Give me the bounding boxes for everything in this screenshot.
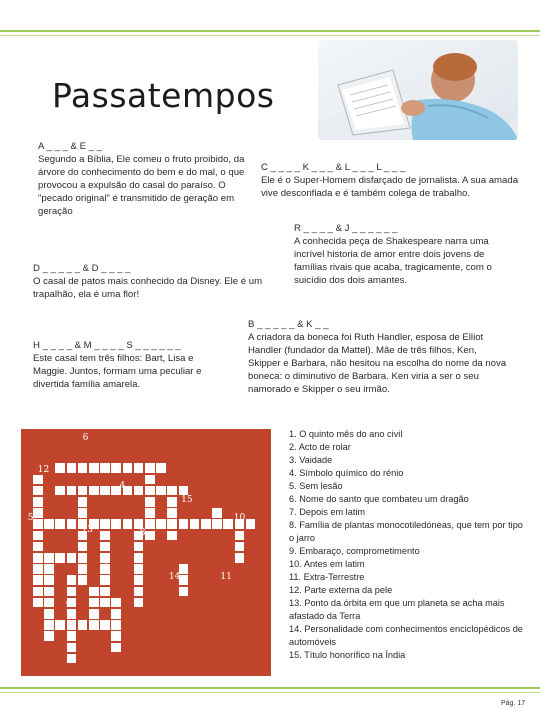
crossword-clue: 11. Extra-Terrestre: [289, 572, 365, 582]
crossword-cell[interactable]: [134, 587, 144, 597]
crossword-cell[interactable]: [134, 575, 144, 585]
crossword-cell[interactable]: [67, 587, 77, 597]
crossword-cell[interactable]: [78, 497, 88, 507]
clue-text: A criadora da boneca foi Ruth Handler, esposa de Elliot Handler (fundador da Mattel). Mãe de três filhos, Ken, Skipper e Barbara, não hesitou na escolha do nome da nova boneca: o diminutivo de Barbara. Ken viria a ser o seu namorado e Skipper o seu irmão.: [248, 332, 507, 395]
crossword-cell[interactable]: [44, 553, 54, 563]
crossword-cell[interactable]: [246, 519, 256, 529]
crossword-cell[interactable]: [33, 575, 43, 585]
crossword-cell[interactable]: [212, 508, 222, 518]
crossword-cell[interactable]: [89, 486, 99, 496]
crossword-cell[interactable]: [123, 519, 133, 529]
crossword-clue: 12. Parte externa da pele: [289, 585, 393, 595]
reading-child-photo: [318, 40, 518, 140]
crossword-clue: 10. Antes em latim: [289, 559, 365, 569]
crossword-number: 6: [82, 433, 89, 444]
clue-barbie-ken: [248, 318, 508, 396]
crossword-cell[interactable]: [78, 463, 88, 473]
crossword-cell[interactable]: [67, 631, 77, 641]
clue-text: O casal de patos mais conhecido da Disney. Ele é um trapalhão, ela é uma flor!: [33, 276, 263, 300]
page-number: Pág. 17: [501, 700, 526, 707]
crossword-cell[interactable]: [134, 553, 144, 563]
crossword-cell[interactable]: [44, 575, 54, 585]
crossword-clue: 7. Depois em latim: [289, 507, 366, 517]
crossword-cell[interactable]: [33, 531, 43, 541]
crossword-cell[interactable]: [111, 643, 121, 653]
crossword-cell[interactable]: [167, 519, 177, 529]
crossword-cell[interactable]: [89, 620, 99, 630]
crossword-cell[interactable]: [33, 564, 43, 574]
crossword-cell[interactable]: [33, 519, 43, 529]
crossword-cell[interactable]: [78, 575, 88, 585]
clue-text: A conhecida peça de Shakespeare narra uma incrível historia de amor entre dois jovens de famílias rivais que acaba, tragicamente, com o suicídio dos dois amantes.: [294, 236, 492, 286]
crossword-number: 14: [168, 572, 181, 583]
crossword-cell[interactable]: [145, 475, 155, 485]
crossword-cell[interactable]: [179, 486, 189, 496]
crossword-cell[interactable]: [223, 519, 233, 529]
crossword-cell[interactable]: [145, 519, 155, 529]
crossword-number: 12: [37, 464, 50, 475]
crossword-cell[interactable]: [33, 497, 43, 507]
crossword-cell[interactable]: [78, 564, 88, 574]
crossword-cell[interactable]: [111, 463, 121, 473]
crossword-cell[interactable]: [89, 598, 99, 608]
crossword-clue: 2. Acto de rolar: [289, 442, 351, 452]
crossword-cell[interactable]: [179, 587, 189, 597]
clue-adam-eve: [38, 140, 250, 218]
crossword-cell[interactable]: [67, 609, 77, 619]
crossword-cell[interactable]: [33, 475, 43, 485]
crossword-cell[interactable]: [89, 587, 99, 597]
crossword-cell[interactable]: [156, 463, 166, 473]
page-title: Passatempos: [52, 76, 275, 115]
crossword-cell[interactable]: [145, 497, 155, 507]
crossword-cell[interactable]: [235, 542, 245, 552]
crossword-cell[interactable]: [100, 598, 110, 608]
crossword-cell[interactable]: [67, 654, 77, 664]
crossword-cell[interactable]: [67, 575, 77, 585]
crossword-cell[interactable]: [201, 519, 211, 529]
top-rule-2: [0, 35, 540, 36]
crossword-cell[interactable]: [78, 486, 88, 496]
crossword-cell[interactable]: [33, 553, 43, 563]
crossword-cell[interactable]: [100, 575, 110, 585]
crossword-clue: 1. O quinto mês do ano civil: [289, 429, 403, 439]
clue-text: Ele é o Super-Homem disfarçado de jornalista. A sua amada vive desconfiada e é também colega de trabalho.: [261, 175, 519, 199]
crossword-clue: 9. Embaraço, comprometimento: [289, 546, 420, 556]
clue-donald-daisy: [33, 262, 273, 301]
crossword-cell[interactable]: [167, 531, 177, 541]
crossword-grid: [21, 429, 271, 676]
clue-text: Segundo a Bíblia, Ele comeu o fruto proibido, da árvore do conhecimento do bem e do mal, o que provocou a expulsão do casal do paraíso. O "pecado original" é transmitido de geração em geração: [38, 154, 245, 217]
clue-answer: B _ _ _ _ _ & K _ _: [248, 319, 329, 330]
crossword-clue: 6. Nome do santo que combateu um dragão: [289, 494, 469, 504]
crossword-cell[interactable]: [55, 553, 65, 563]
crossword-cell[interactable]: [100, 486, 110, 496]
crossword-cell[interactable]: [145, 486, 155, 496]
crossword-cell[interactable]: [111, 609, 121, 619]
crossword-cell[interactable]: [167, 486, 177, 496]
clue-clark-lois: [261, 161, 523, 200]
crossword-cell[interactable]: [156, 486, 166, 496]
crossword-cell[interactable]: [100, 620, 110, 630]
crossword-number: 10: [233, 513, 246, 523]
crossword-cell[interactable]: [235, 531, 245, 541]
crossword-cell[interactable]: [100, 463, 110, 473]
crossword-cell[interactable]: [78, 620, 88, 630]
crossword-cell[interactable]: [55, 486, 65, 496]
crossword-cell[interactable]: [167, 497, 177, 507]
crossword-clue: 14. Personalidade com conhecimentos enciclopédicos de automóveis: [289, 624, 523, 647]
crossword-cell[interactable]: [111, 620, 121, 630]
crossword-cell[interactable]: [33, 598, 43, 608]
crossword-cell[interactable]: [44, 609, 54, 619]
crossword-number: 7: [103, 556, 110, 567]
crossword-cell[interactable]: [44, 564, 54, 574]
clue-answer: D _ _ _ _ _ & D _ _ _ _: [33, 263, 131, 274]
crossword-cell[interactable]: [55, 620, 65, 630]
crossword-cell[interactable]: [33, 542, 43, 552]
crossword-cell[interactable]: [100, 587, 110, 597]
clue-answer: R _ _ _ _ & J _ _ _ _ _ _: [294, 223, 398, 234]
crossword-cell[interactable]: [111, 631, 121, 641]
crossword-cell[interactable]: [55, 463, 65, 473]
crossword-cell[interactable]: [156, 519, 166, 529]
bottom-rule-1: [0, 687, 540, 689]
crossword-clue: 15. Título honorífico na Índia: [289, 650, 406, 660]
crossword-cell[interactable]: [134, 564, 144, 574]
clue-answer: A _ _ _ & E _ _: [38, 141, 103, 152]
crossword-cell[interactable]: [134, 486, 144, 496]
crossword-cell[interactable]: [44, 620, 54, 630]
crossword-cell[interactable]: [167, 508, 177, 518]
crossword-number: 15: [181, 495, 193, 506]
crossword-number: 5: [27, 513, 34, 523]
crossword-cell[interactable]: [33, 508, 43, 518]
crossword-cell[interactable]: [67, 486, 77, 496]
crossword-cell[interactable]: [44, 587, 54, 597]
crossword-cell[interactable]: [67, 519, 77, 529]
crossword-number: 4: [119, 480, 126, 491]
crossword-cell[interactable]: [123, 463, 133, 473]
crossword-cell[interactable]: [100, 531, 110, 541]
crossword-cell[interactable]: [212, 519, 222, 529]
crossword-cell[interactable]: [44, 519, 54, 529]
clue-answer: C _ _ _ _ K _ _ _ & L _ _ _ L _ _ _: [261, 162, 406, 173]
crossword-cell[interactable]: [134, 463, 144, 473]
crossword-clue: 8. Família de plantas monocotiledóneas, que tem por tipo o jarro: [289, 520, 523, 543]
clue-answer: H _ _ _ _ & M _ _ _ _ S _ _ _ _ _ _: [33, 340, 181, 351]
crossword-cell[interactable]: [67, 553, 77, 563]
crossword-cell[interactable]: [44, 631, 54, 641]
crossword-cell[interactable]: [100, 542, 110, 552]
crossword-number: 8: [139, 527, 146, 538]
crossword-clue: 4. Símbolo químico do rénio: [289, 468, 404, 478]
crossword-cell[interactable]: [33, 486, 43, 496]
crossword-cell[interactable]: [33, 587, 43, 597]
crossword-number: 13: [81, 525, 93, 536]
crossword-clue-list: [289, 428, 525, 662]
crossword-cell[interactable]: [44, 598, 54, 608]
crossword-clue: 13. Ponto da órbita em que um planeta se acha mais afastado da Terra: [289, 598, 505, 621]
crossword-cell[interactable]: [111, 519, 121, 529]
crossword-clue: 3. Vaidade: [289, 455, 333, 465]
crossword-cell[interactable]: [190, 519, 200, 529]
crossword-number: 11: [220, 572, 232, 583]
crossword-cell[interactable]: [89, 609, 99, 619]
crossword-cell[interactable]: [235, 553, 245, 563]
crossword-clue: 5. Sem lesão: [289, 481, 343, 491]
bottom-rule-2: [0, 692, 540, 693]
crossword-cell[interactable]: [55, 519, 65, 529]
crossword-cell[interactable]: [78, 508, 88, 518]
crossword-cell[interactable]: [78, 553, 88, 563]
crossword-cell[interactable]: [134, 542, 144, 552]
clue-text: Este casal tem três filhos: Bart, Lisa e Maggie. Juntos, formam uma peculiar e divertida família amarela.: [33, 353, 202, 390]
crossword-cell[interactable]: [67, 643, 77, 653]
crossword-cell[interactable]: [111, 598, 121, 608]
crossword-cell[interactable]: [100, 519, 110, 529]
clue-homer-marge: [33, 339, 211, 391]
crossword-cell[interactable]: [145, 508, 155, 518]
crossword-cell[interactable]: [134, 598, 144, 608]
crossword-cell[interactable]: [145, 531, 155, 541]
crossword-cell[interactable]: [89, 463, 99, 473]
top-rule-1: [0, 30, 540, 32]
clue-romeo-juliet: [294, 222, 508, 287]
crossword-number: 9: [65, 600, 72, 611]
crossword-cell[interactable]: [67, 620, 77, 630]
crossword-cell[interactable]: [78, 542, 88, 552]
crossword-cell[interactable]: [179, 519, 189, 529]
crossword-number: 3: [146, 464, 153, 475]
crossword-cell[interactable]: [67, 463, 77, 473]
